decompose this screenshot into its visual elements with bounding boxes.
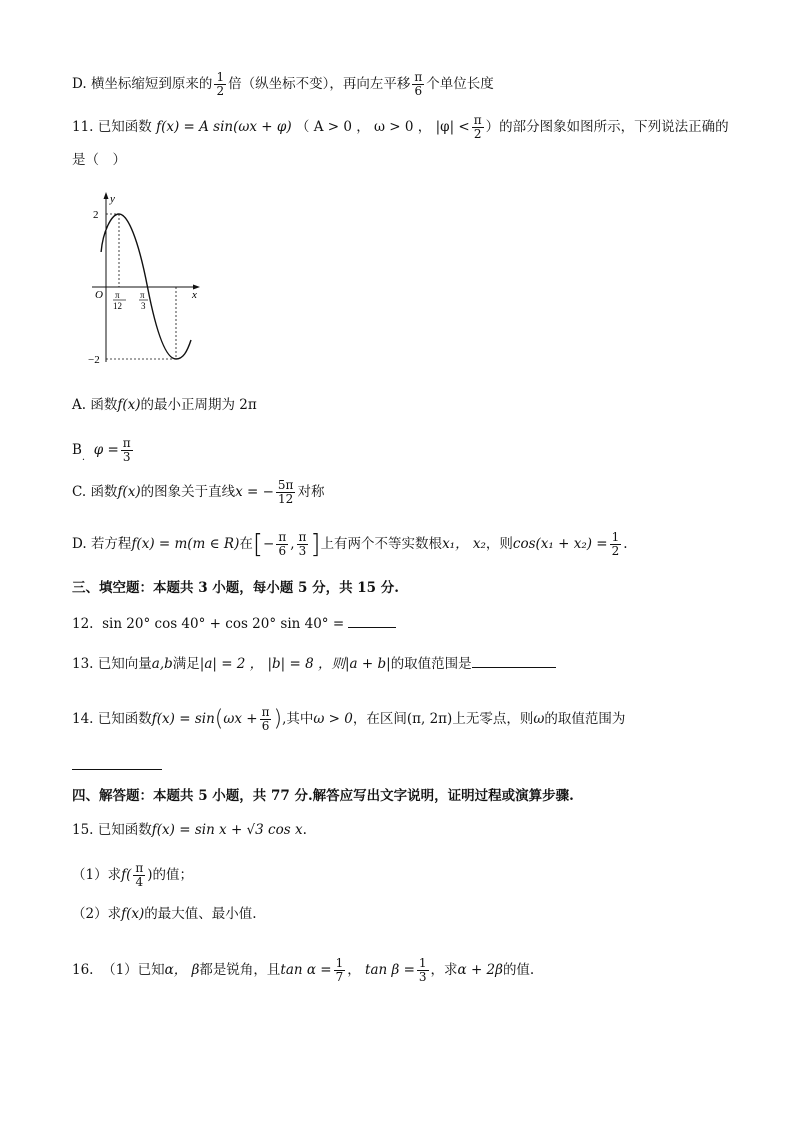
q10-option-d: D. 横坐标缩短到原来的 $\frac{1}{2}$ 倍（纵坐标不变），再向左平移 $\frac{\pi}{6}$ 个单位长度 (72, 70, 494, 98)
y-min-label: −2 (88, 354, 100, 366)
q15-part1: （1）求f( $\frac{\pi}{4}$ )的值； (72, 861, 194, 889)
fraction: $\frac{5\pi}{12}$ (277, 478, 294, 506)
q11-option-b: $B_.$ φ = $\frac{\pi}{3}$ (72, 436, 131, 464)
q11-stem: 11. 已知函数 f(x) = A sin(ωx + φ) （ A > 0 ， ω > 0 ， |φ| < $\frac{\pi}{2}$ ）的部分图象如图所示，下列说法正确的 (72, 113, 729, 141)
q13: 13. 已知向量a,b满足|a| = 2 ， |b| = 8 ，则|a + b|的取值范围是 (72, 654, 556, 674)
fraction: $\frac{1}{2}$ (611, 530, 620, 558)
fraction: $\frac{\pi}{3}$ (298, 530, 307, 558)
answer-blank (348, 627, 396, 628)
origin-label: O (95, 289, 103, 301)
fraction: $\frac{1}{3}$ (418, 956, 427, 984)
fraction: $\frac{1}{7}$ (335, 956, 344, 984)
x-axis-label: x (192, 289, 197, 301)
q11-sine-graph (88, 190, 208, 370)
q15-part2: （2）求f(x)的最大值、最小值. (72, 906, 257, 922)
y-axis-label: y (110, 193, 115, 205)
tick-label: 3 (141, 301, 146, 311)
q14: 14. 已知函数f(x) = sin(ωx + $\frac{\pi}{6}$ ),其中ω > 0，在区间(π, 2π)上无零点，则ω的取值范围为 (72, 705, 626, 733)
fraction: $\frac{\pi}{4}$ (135, 861, 144, 889)
question-number: 11. (72, 119, 94, 135)
section-heading-fill-in: 三、填空题：本题共 3 小题，每小题 5 分，共 15 分. (72, 580, 399, 596)
q16: 16. （1）已知α， β都是锐角，且tan α = $\frac{1}{7}$ ， tan β = $\frac{1}{3}$ ，求α + 2β的值. (72, 956, 535, 984)
fraction: $\frac{\pi}{2}$ (473, 113, 482, 141)
section-heading-solutions: 四、解答题：本题共 5 小题，共 77 分.解答应写出文字说明，证明过程或演算步骤. (72, 788, 574, 804)
fraction: $\frac{\pi}{6}$ (278, 530, 287, 558)
q11-option-c: C. 函数f(x)的图象关于直线x = − $\frac{5\pi}{12}$ 对称 (72, 478, 325, 506)
fraction: $\frac{\pi}{6}$ (414, 70, 423, 98)
fraction: $\frac{\pi}{6}$ (261, 705, 270, 733)
fraction: $\frac{1}{2}$ (216, 70, 225, 98)
tick-label: π (115, 290, 120, 300)
y-axis-arrow (104, 192, 109, 199)
answer-blank (472, 667, 556, 668)
tick-label: π (140, 290, 145, 300)
function-expr: f(x) = A sin(ωx + φ) (156, 119, 292, 135)
q11-stem-cont: 是（ ） (72, 152, 126, 168)
q15: 15. 已知函数f(x) = sin x + √3 cos x. (72, 822, 307, 838)
option-label: D. (72, 76, 87, 92)
fraction: $\frac{\pi}{3}$ (122, 436, 131, 464)
q11-option-d: D. 若方程f(x) = m(m ∈ R)在[− $\frac{\pi}{6}$ , $\frac{\pi}{3}$ ]上有两个不等实数根x₁， x₂，则cos(x₁ + x₂) = $\frac{1}{2}$ . (72, 529, 628, 560)
tick-label: 12 (113, 301, 122, 311)
answer-blank (72, 769, 162, 770)
q12: 12. sin 20° cos 40° + cos 20° sin 40° = (72, 614, 396, 634)
q11-option-a: A. 函数f(x)的最小正周期为 2π (72, 397, 257, 413)
y-max-label: 2 (93, 209, 99, 221)
